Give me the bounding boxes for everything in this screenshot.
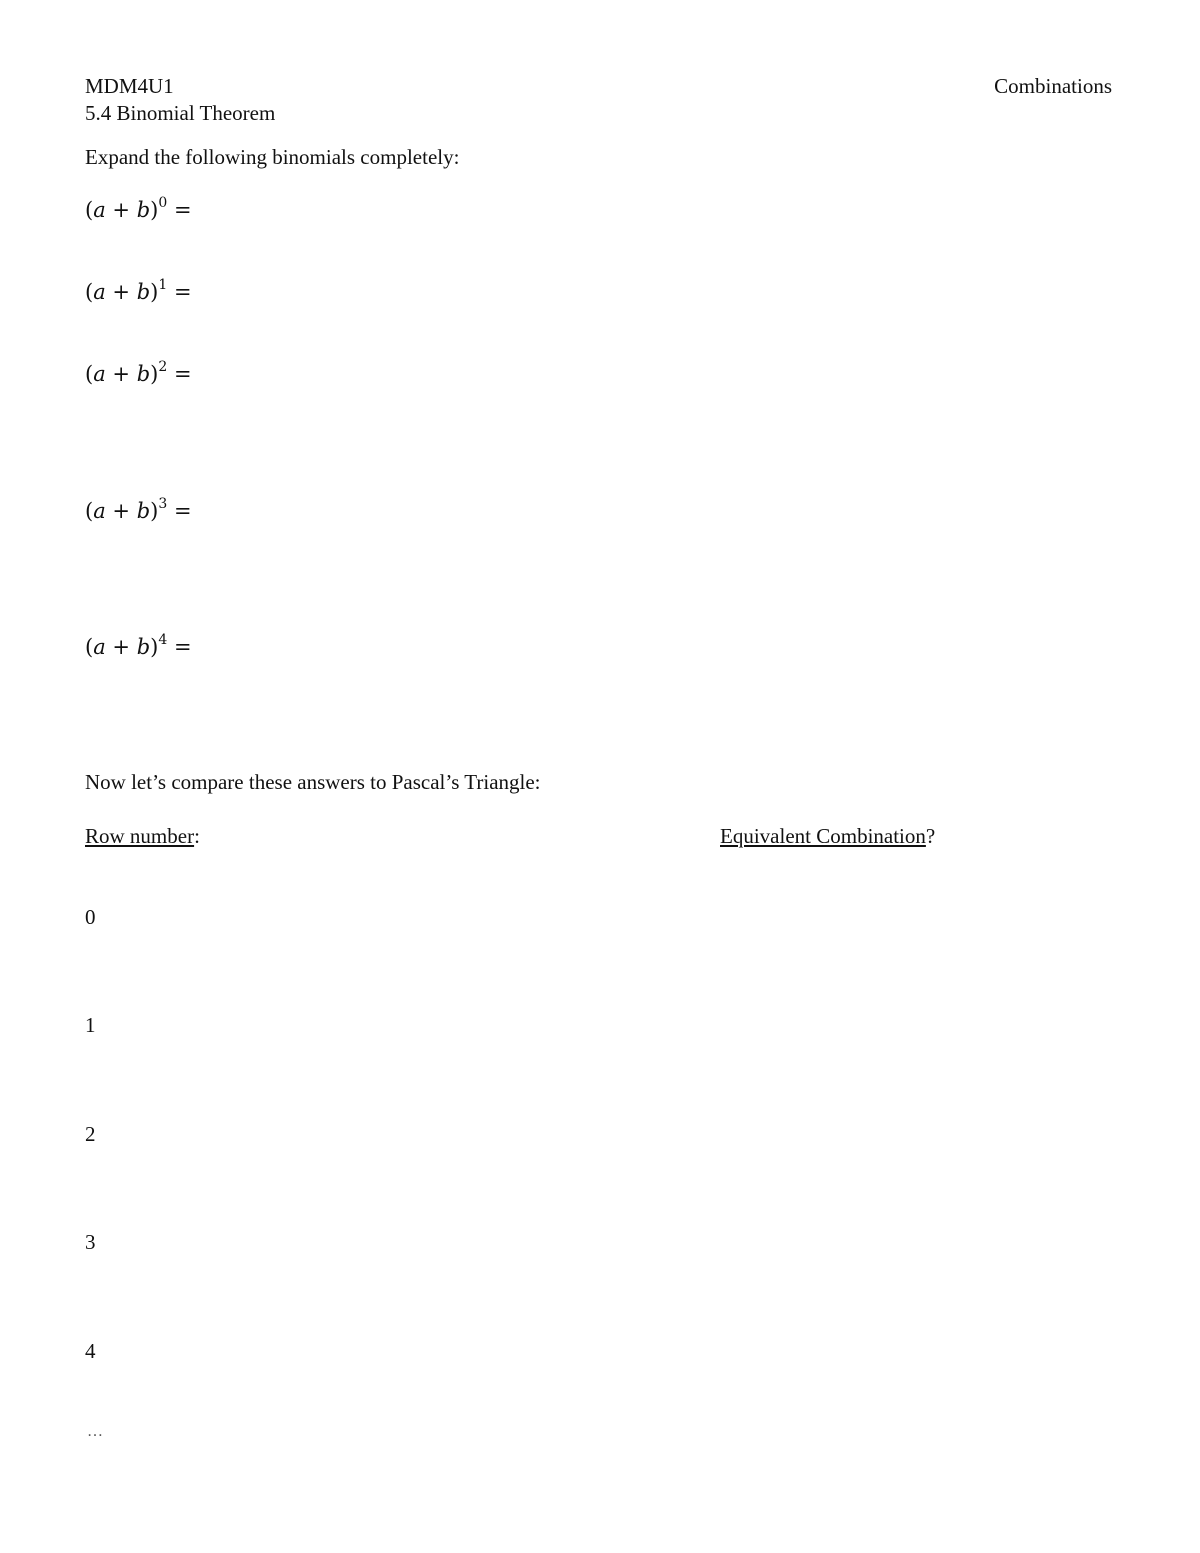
continuation-ellipsis: …: [87, 1423, 103, 1440]
binomial-expression-3: $(a + b)^3$ =: [85, 496, 192, 523]
row-number-0: 0: [85, 905, 96, 929]
row-number-header: Row number:: [85, 824, 200, 848]
row-number-label: Row number: [85, 824, 195, 848]
lesson-title: 5.4 Binomial Theorem: [85, 101, 276, 125]
equivalent-combination-header: Equivalent Combination?: [720, 824, 936, 848]
row-number-3: 3: [85, 1230, 96, 1254]
binomial-expression-2: $(a + b)^2$ =: [85, 359, 192, 386]
compare-instruction: Now let’s compare these answers to Pascal’s Triangle:: [85, 770, 541, 794]
binomial-expression-1: $(a + b)^1$ =: [85, 277, 192, 304]
row-number-2: 2: [85, 1122, 96, 1146]
binomial-expression-4: $(a + b)^4$ =: [85, 632, 192, 659]
unit-title: Combinations: [994, 74, 1112, 98]
instructions: Expand the following binomials completely:: [85, 145, 460, 169]
row-number-4: 4: [85, 1339, 96, 1363]
binomial-expression-0: $(a + b)^0$ =: [85, 195, 192, 222]
row-number-1: 1: [85, 1013, 96, 1037]
equivalent-combination-label: Equivalent Combination: [720, 824, 926, 848]
course-code: MDM4U1: [85, 74, 174, 98]
